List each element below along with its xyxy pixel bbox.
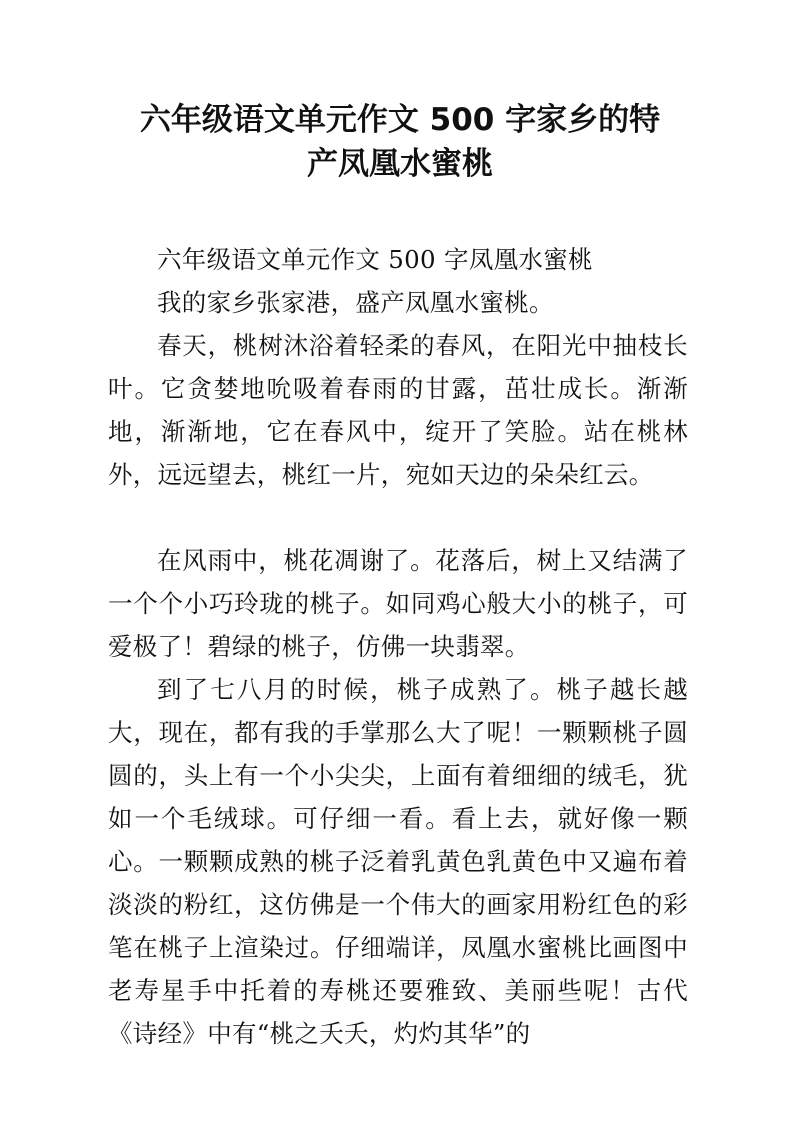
ripening-paragraph: 到了七八月的时候，桃子成熟了。桃子越长越大，现在，都有我的手掌那么大了呢！一颗颗桃子圆圆的，头上有一个小尖尖，上面有着细细的绒毛，犹如一个毛绒球。可仔细一看。看上去，就好像一颗心。一颗颗成熟的桃子泛着乳黄色乳黄色中又遍布着淡淡的粉红，这仿佛是一个伟大的画家用粉红色的彩笔在桃子上渲染过。仔细端详，凤凰水蜜桃比画图中老寿星手中托着的寿桃还要雅致、美丽些呢！古代《诗经》中有“桃之夭夭，灼灼其华”的 xyxy=(108,675,688,1048)
essay-subtitle-paragraph: 六年级语文单元作文 500 字凤凰水蜜桃 xyxy=(157,245,593,274)
fruiting-paragraph: 在风雨中，桃花凋谢了。花落后，树上又结满了一个个小巧玲珑的桃子。如同鸡心般大小的桃子，可爱极了！碧绿的桃子，仿佛一块翡翠。 xyxy=(108,546,688,661)
document-title-line-2: 产凤凰水蜜桃 xyxy=(307,146,493,182)
spring-paragraph: 春天，桃树沐浴着轻柔的春风，在阳光中抽枝长叶。它贪婪地吮吸着春雨的甘露，茁壮成长。渐渐地，渐渐地，它在春风中，绽开了笑脸。站在桃林外，远远望去，桃红一片，宛如天边的朵朵红云。 xyxy=(108,331,688,489)
document-title-line-1: 六年级语文单元作文 500 字家乡的特 xyxy=(139,102,661,138)
intro-paragraph: 我的家乡张家港，盛产凤凰水蜜桃。 xyxy=(157,288,554,317)
